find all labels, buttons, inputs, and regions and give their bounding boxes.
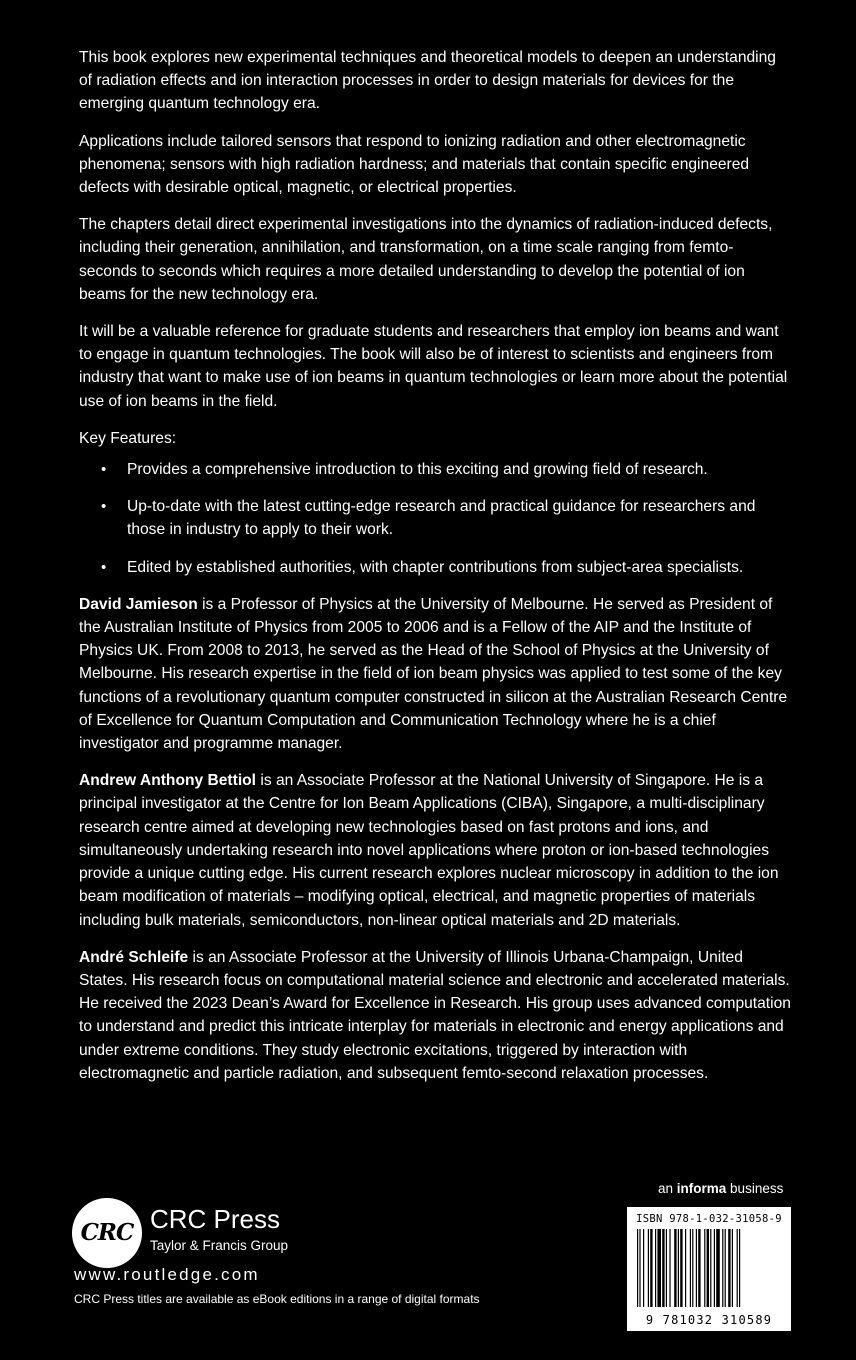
author-bio xyxy=(79,593,791,755)
barcode-bar xyxy=(732,1229,733,1307)
barcode-bar xyxy=(639,1229,640,1307)
barcode-bar xyxy=(696,1229,697,1307)
crc-logo xyxy=(72,1198,142,1268)
author-name: David Jamieson xyxy=(79,595,198,613)
barcode-number: 9 781032 310589 xyxy=(645,1313,773,1327)
informa-prefix: an xyxy=(658,1181,677,1196)
barcode-bar xyxy=(678,1229,679,1307)
barcode-bar xyxy=(669,1229,670,1307)
publisher-name: CRC Press xyxy=(150,1204,281,1234)
author-name: Andrew Anthony Bettiol xyxy=(79,772,257,790)
list-item xyxy=(79,495,791,541)
barcode-bar xyxy=(704,1229,705,1307)
ebook-note: CRC Press titles are available as eBook editions in a range of digital formats xyxy=(74,1292,480,1306)
list-item xyxy=(79,556,791,579)
barcode-bar xyxy=(674,1229,676,1307)
barcode-bar xyxy=(666,1229,667,1307)
key-features-heading: Key Features: xyxy=(79,429,177,447)
author-name: André Schleife xyxy=(79,948,189,966)
barcode-bar xyxy=(690,1229,691,1307)
barcode-bar xyxy=(692,1229,693,1307)
bullet-icon: • xyxy=(101,461,107,479)
barcode-bar xyxy=(698,1229,700,1307)
author-bio-text: is a Professor of Physics at the University of Melbourne. He served as President of the Australian Institute of Physics from 2005 to 2006 and is a Fellow of the AIP and the Institute of Physics UK. From 2008 to 2013, he served as the Head of the School of Physics at the University of Melbourne. His research expertise in the field of ion beam physics was applied to test some of the key functions of a revolutionary quantum computer constructed in silicon at the Australian Research Centre of Excellence for Quantum Computation and Communication Technology where he is a chief investigator and programme manager. xyxy=(79,595,788,753)
barcode-bar xyxy=(685,1229,686,1307)
barcode-bar xyxy=(657,1229,661,1307)
barcode-bar xyxy=(714,1229,715,1307)
barcode-bars xyxy=(637,1229,781,1307)
feature-text: Provides a comprehensive introduction to this exciting and growing field of research. xyxy=(127,461,708,479)
informa-tagline xyxy=(658,1181,783,1196)
isbn-barcode xyxy=(627,1207,791,1331)
feature-text: Up-to-date with the latest cutting-edge research and practical guidance for researchers and those in industry to apply to their work. xyxy=(127,498,756,539)
barcode-bar xyxy=(737,1229,738,1307)
barcode-bar xyxy=(650,1229,652,1307)
description-paragraph: The chapters detail direct experimental investigations into the dynamics of radiation-induced defects, including their generation, annihilation, and transformation, on a time scale ranging from femto-seconds to seconds which requires a more detailed understanding to develop the potential of ion beams for the new technology era. xyxy=(79,216,773,303)
barcode-bar xyxy=(680,1229,682,1307)
isbn-label: ISBN 978-1-032-31058-9 xyxy=(636,1213,782,1225)
bullet-icon: • xyxy=(101,498,107,516)
author-bio xyxy=(79,769,791,931)
barcode-bar xyxy=(648,1229,649,1307)
publisher-group: Taylor & Francis Group xyxy=(150,1238,289,1253)
barcode-bar xyxy=(655,1229,656,1307)
author-bio-text: is an Associate Professor at the National University of Singapore. He is a principal investigator at the Centre for Ion Beam Applications (CIBA), Singapore, a multi-disciplinary research centre aimed at developing new technologies based on fast protons and ions, and simultaneously undertaking research into novel applications where proton or ion-based technologies provide a unique cutting edge. His current research explores nuclear microscopy in addition to the ion beam modification of materials – modifying optical, electrical, and magnetic properties of materials including bulk materials, semiconductors, non-linear optical materials and 2D materials. xyxy=(79,772,779,929)
barcode-bar xyxy=(710,1229,711,1307)
back-cover-text xyxy=(79,46,791,1099)
barcode-bar xyxy=(739,1229,740,1307)
informa-suffix: business xyxy=(726,1181,784,1196)
barcode-bar xyxy=(707,1229,709,1307)
barcode-bar xyxy=(722,1229,723,1307)
key-features-list xyxy=(79,458,791,579)
description-paragraph: Applications include tailored sensors that respond to ionizing radiation and other electromagnetic phenomena; sensors with high radiation hardness; and materials that contain specific engineered defects with desirable optical, magnetic, or electrical properties. xyxy=(79,132,750,197)
author-bio-text: is an Associate Professor at the University of Illinois Urbana-Champaign, United States. His research focus on computational material science and electronic and accelerated materials. He received the 2023 Dean’s Award for Excellence in Research. His group uses advanced computation to understand and predict this intricate interplay for materials in electronic and energy applications and under extreme conditions. They study electronic excitations, triggered by interaction with electromagnetic and particle radiation, and subsequent femto-second relaxation processes. xyxy=(79,948,791,1082)
feature-text: Edited by established authorities, with chapter contributions from subject-area specialists. xyxy=(127,558,744,576)
barcode-bar xyxy=(725,1229,726,1307)
description-paragraph: It will be a valuable reference for graduate students and researchers that employ ion beams and want to engage in quantum technologies. The book will also be of interest to scientists and engineers from industry that want to make use of ion beams in quantum technologies or learn more about the potential use of ion beams in the field. xyxy=(79,323,788,410)
barcode-bar xyxy=(662,1229,664,1307)
crc-logo-text: CRC xyxy=(80,1219,134,1246)
informa-word: informa xyxy=(676,1181,727,1196)
barcode-bar xyxy=(716,1229,720,1307)
barcode-bar xyxy=(637,1229,638,1307)
barcode-bar xyxy=(728,1229,730,1307)
bullet-icon: • xyxy=(101,558,107,576)
publisher-website: www.routledge.com xyxy=(74,1265,260,1284)
barcode-bar xyxy=(643,1229,644,1307)
author-bio xyxy=(79,946,791,1085)
list-item xyxy=(79,458,791,481)
description-paragraph: This book explores new experimental techniques and theoretical models to deepen an understanding of radiation effects and ion interaction processes in order to design materials for devices for the emerging quantum technology era. xyxy=(79,49,776,113)
